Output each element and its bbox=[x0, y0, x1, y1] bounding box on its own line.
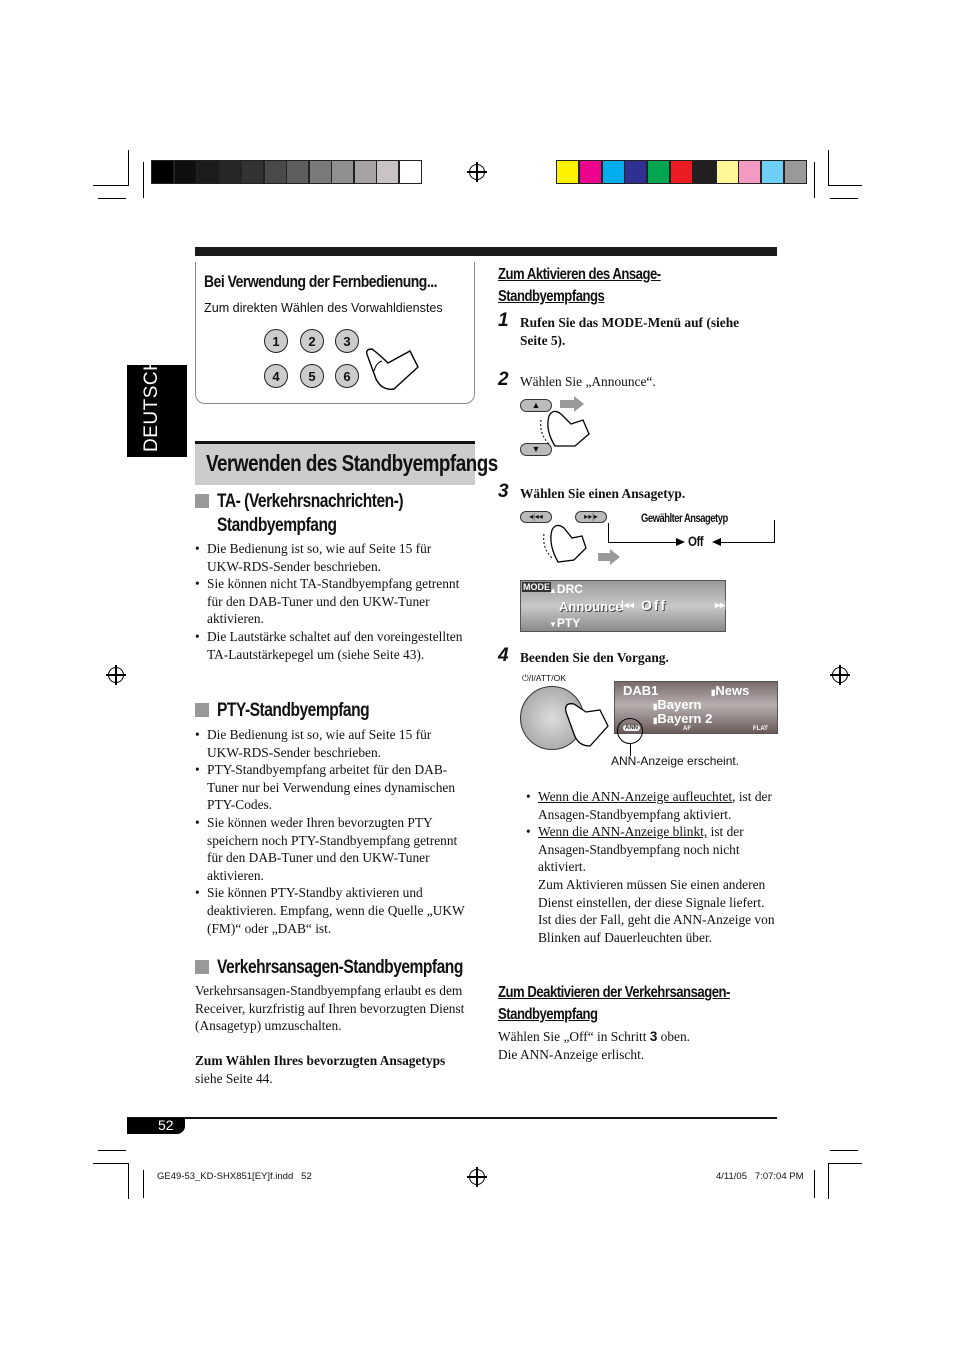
down-button[interactable]: ▼ bbox=[520, 443, 552, 456]
gray-swatch bbox=[174, 160, 197, 184]
ann-indicator: ANN bbox=[625, 725, 638, 731]
gray-swatch bbox=[331, 160, 354, 184]
list-item: • Die Lautstärke schaltet auf den voreingestellten TA-Lautstärkepegel um (siehe Seite 43). bbox=[195, 628, 467, 663]
up-triangle-icon: ▲ bbox=[549, 586, 557, 595]
af-indicator: AF bbox=[683, 726, 691, 732]
page-number-badge bbox=[127, 1118, 185, 1134]
mode-display bbox=[520, 580, 726, 632]
step-4: 4 Beenden Sie den Vorgang. bbox=[498, 645, 669, 666]
knob-label: ⏻/I/ATT/OK bbox=[522, 673, 566, 683]
dab-type: ▮News bbox=[711, 683, 750, 698]
ta-heading: TA- (Verkehrsnachrichten-) Standbyempfang bbox=[195, 490, 475, 538]
color-swatch bbox=[647, 160, 670, 184]
header-rule bbox=[195, 247, 777, 256]
color-swatch bbox=[716, 160, 739, 184]
finger-icon bbox=[360, 345, 420, 395]
mode-item-drc: ▲DRC bbox=[549, 582, 583, 596]
mode-value: Off bbox=[641, 597, 668, 613]
ann-caption: ANN-Anzeige erscheint. bbox=[611, 754, 740, 768]
section-square-icon bbox=[195, 703, 209, 717]
selected-type-label: Gewählter Ansagetyp bbox=[641, 513, 728, 525]
registration-mark-icon bbox=[832, 667, 848, 683]
next-icon: ▸▸| bbox=[715, 600, 728, 611]
list-item: • Wenn die ANN-Anzeige aufleuchtet, ist der Ansagen-Standbyempfang aktiviert. bbox=[526, 788, 776, 823]
callout-line bbox=[608, 523, 609, 543]
arrow-right-icon bbox=[610, 549, 620, 565]
pty-bullets bbox=[195, 726, 467, 937]
section-square-icon bbox=[195, 494, 209, 508]
color-swatch bbox=[670, 160, 693, 184]
mode-item-pty: ▼PTY bbox=[549, 616, 581, 630]
flat-indicator: FLAT bbox=[753, 726, 768, 732]
selected-type-value: Off bbox=[688, 533, 704, 549]
ann-circle bbox=[617, 718, 643, 744]
preset-key-5[interactable]: 5 bbox=[300, 364, 324, 388]
color-swatch bbox=[738, 160, 761, 184]
step-1: 1 Rufen Sie das MODE-Menü auf (siehe Seite 5). bbox=[498, 310, 740, 348]
up-button[interactable]: ▲ bbox=[520, 399, 552, 412]
gray-swatch bbox=[264, 160, 287, 184]
footer-rule bbox=[127, 1117, 777, 1119]
callout-line bbox=[718, 542, 775, 543]
step-3: 3 Wählen Sie einen Ansagetyp. bbox=[498, 481, 686, 502]
footer-file: GE49-53_KD-SHX851[EY]f.indd 52 bbox=[157, 1171, 312, 1182]
activate-heading: Zum Aktivieren des Ansage- Standbyempfangs bbox=[498, 266, 661, 305]
deactivate-heading: Zum Deaktivieren der Verkehrsansagen- Standbyempfang bbox=[498, 984, 730, 1023]
list-item: • Sie können PTY-Standby aktivieren und deaktivieren. Empfang, wenn die Quelle „UKW (FM)“ oder „DAB“ ist. bbox=[195, 884, 467, 937]
preset-key-4[interactable]: 4 bbox=[264, 364, 288, 388]
color-swatch bbox=[761, 160, 784, 184]
gray-swatch bbox=[376, 160, 399, 184]
color-swatch bbox=[624, 160, 647, 184]
prev-icon: |◂◂ bbox=[621, 600, 634, 611]
color-swatch bbox=[579, 160, 602, 184]
callout-line bbox=[608, 542, 680, 543]
list-item: • PTY-Standbyempfang arbeitet für den DAB-Tuner nur bei Verwendung eines dynamischen PTY-Codes. bbox=[195, 761, 467, 814]
service-icon: ▮ bbox=[653, 702, 658, 711]
gray-swatch bbox=[196, 160, 219, 184]
announce-text: Verkehrsansagen-Standbyempfang erlaubt es dem Receiver, kurzfristig auf Ihren bevorzugten Dienst (Ansagetyp) umzuschalten. bbox=[195, 983, 465, 1034]
color-swatch bbox=[602, 160, 625, 184]
arrow-left-icon bbox=[712, 538, 721, 546]
gray-swatch bbox=[399, 160, 422, 184]
prev-button[interactable]: ◂|◂◂ bbox=[520, 511, 552, 523]
arrow-right-icon bbox=[598, 553, 610, 561]
list-item: • Die Bedienung ist so, wie auf Seite 15 für UKW-RDS-Sender beschrieben. bbox=[195, 726, 467, 761]
list-item: • Sie können nicht TA-Standbyempfang getrennt für den DAB-Tuner und den UKW-Tuner aktivieren. bbox=[195, 575, 467, 628]
ann-notes bbox=[526, 788, 776, 946]
dab-line2: ▮Bayern 2 bbox=[653, 711, 713, 726]
registration-mark-icon bbox=[469, 164, 485, 180]
mode-label: MODE bbox=[523, 582, 550, 592]
ta-bullets bbox=[195, 540, 467, 663]
announce-sub-bold: Zum Wählen Ihres bevorzugten Ansagetyps bbox=[195, 1053, 446, 1068]
list-item: • Wenn die ANN-Anzeige blinkt, ist der Ansagen-Standbyempfang noch nicht aktiviert. Zum Aktivieren müssen Sie einen anderen Dienst einstellen, der diese Signale liefert. Ist dies der Fall, geht die ANN-Anzeige von Blinken auf Dauerleuchten über. bbox=[526, 823, 776, 946]
arrow-right-icon bbox=[560, 400, 574, 408]
callout-line bbox=[774, 520, 775, 543]
step-2: 2 Wählen Sie „Announce“. bbox=[498, 369, 656, 390]
list-item: • Die Bedienung ist so, wie auf Seite 15 für UKW-RDS-Sender beschrieben. bbox=[195, 540, 467, 575]
finger-icon bbox=[540, 516, 590, 564]
announce-sub-text: siehe Seite 44. bbox=[195, 1071, 273, 1086]
gray-swatch bbox=[219, 160, 242, 184]
page-number: 52 bbox=[158, 1117, 174, 1133]
announce-heading: Verkehrsansagen-Standbyempfang bbox=[195, 956, 517, 980]
page-title: Verwenden des Standbyempfangs bbox=[206, 450, 498, 476]
gray-swatch bbox=[354, 160, 377, 184]
gray-swatch bbox=[309, 160, 332, 184]
mode-item-announce: Announce bbox=[559, 599, 623, 614]
color-swatch bbox=[556, 160, 579, 184]
remote-box-title: Bei Verwendung der Fernbedienung... bbox=[204, 272, 437, 291]
pty-heading: PTY-Standbyempfang bbox=[195, 699, 403, 723]
deactivate-text: Wählen Sie „Off“ in Schritt 3 oben. Die ANN-Anzeige erlischt. bbox=[498, 1029, 691, 1062]
preset-key-1[interactable]: 1 bbox=[264, 329, 288, 353]
color-swatch bbox=[693, 160, 716, 184]
registration-mark-icon bbox=[469, 1169, 485, 1185]
color-swatch bbox=[784, 160, 807, 184]
remote-box-subtitle: Zum direkten Wählen des Vorwahldienstes bbox=[204, 301, 443, 315]
gray-swatch bbox=[241, 160, 264, 184]
arrow-right-icon bbox=[574, 396, 584, 412]
preset-key-3[interactable]: 3 bbox=[335, 329, 359, 353]
gray-swatch bbox=[286, 160, 309, 184]
dab-line1: ▮Bayern bbox=[653, 697, 702, 712]
down-triangle-icon: ▼ bbox=[549, 620, 557, 629]
section-square-icon bbox=[195, 960, 209, 974]
finger-icon bbox=[560, 700, 610, 750]
dab-source: DAB1 bbox=[623, 683, 659, 698]
arrow-right-icon bbox=[676, 538, 685, 546]
preset-key-2[interactable]: 2 bbox=[300, 329, 324, 353]
preset-key-6[interactable]: 6 bbox=[335, 364, 359, 388]
side-tab-label: DEUTSCH bbox=[141, 356, 162, 452]
next-button[interactable]: ▸▸|▸ bbox=[575, 511, 607, 523]
list-item: • Sie können weder Ihren bevorzugten PTY speichern noch PTY-Standbyempfang getrennt für den DAB-Tuner und den UKW-Tuner aktivieren. bbox=[195, 814, 467, 884]
pty-icon: ▮ bbox=[711, 688, 716, 697]
service-icon: ▮ bbox=[653, 716, 658, 725]
gray-swatch bbox=[151, 160, 174, 184]
footer-date: 4/11/05 7:07:04 PM bbox=[716, 1171, 804, 1182]
registration-mark-icon bbox=[108, 667, 124, 683]
